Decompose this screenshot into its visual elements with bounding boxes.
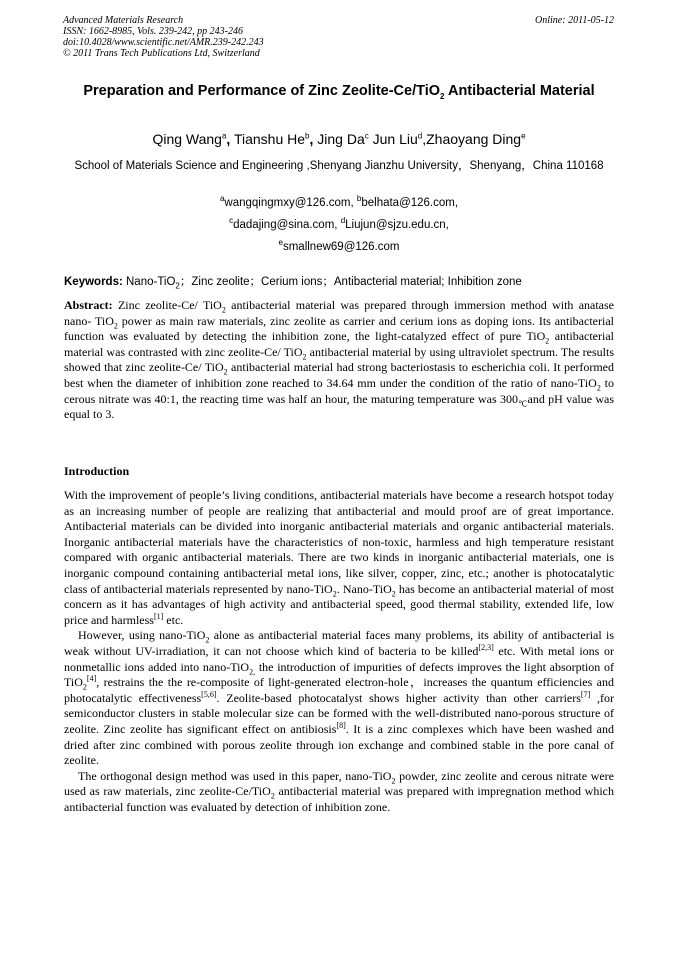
author: Tianshu He$^b$,: [233, 131, 314, 147]
keywords-label: Keywords:: [64, 276, 123, 288]
doi-line: doi:10.4028/www.scientific.net/AMR.239-242.243: [63, 37, 264, 48]
abstract-label: Abstract:: [64, 298, 113, 312]
introduction-body: [64, 488, 614, 815]
online-date: Online: 2011-05-12: [535, 15, 614, 26]
author: Jing Da$^c$: [317, 131, 369, 147]
author-list: [64, 130, 614, 148]
section-heading-introduction: Introduction: [64, 464, 130, 478]
journal-name: Advanced Materials Research: [63, 15, 184, 26]
journal-meta: [63, 15, 264, 59]
keywords: Keywords: Nano-TiO$_2$；Zinc zeolite；Cerium ions；Antibacterial material; Inhibition zone: [64, 276, 522, 291]
abstract: Abstract: Zinc zeolite-Ce/ TiO$_2$ antibacterial material was prepared through immersion method with anatase nano- TiO$_2$ power as main raw materials, zinc zeolite as carrier and cerium ions as doping ions. Its antibacterial function was evaluated by detecting the inhibition zone, the light-catalyzed effect of pure TiO$_2$ antibacterial material was contrasted with zinc zeolite-Ce/ TiO$_2$ antibacterial material by using ultraviolet spectrum. The results showed that zinc zeolite-Ce/ TiO$_2$ antibacterial material had strong bacteriostasis to escherichia coli. It performed best when the diameter of inhibition zone reached to 34.64 mm under the condition of the ratio of nano-TiO$_2$ to cerous nitrate was 40:1, the reacting time was half an hour, the maturing temperature was $300_℃and$ pH value was equal to 3.: [64, 298, 615, 422]
author: Qing Wang$^a$,: [152, 131, 231, 147]
author: Zhaoyang Ding$^e$: [426, 131, 526, 147]
author: Jun Liu$^d$,: [368, 131, 427, 147]
paragraph: With the improvement of people’s living conditions, antibacterial materials have become a research hotspot today as an increasing number of people are realizing that antibacterial and mould proof are of great importance. Antibacterial materials can be divided into inorganic antibacterial materials and organic antibacterial materials. Inorganic antibacterial materials have the characteristics of non-toxic, harmless and high temperature resistant compared with organic antibacterial materials. There are two kinds in inorganic antibacterial materials, one is inorganic compound containing antibacterial metal ions, like silver, copper, zinc, etc.; another is photocatalytic class of antibacterial materials represented by nano-TiO$_2$. Nano-TiO$_2$ has become an antibacterial material of most concern as it has advantages of high activity and antibacterial speed, good thermal stability, extended life, low price and harmless[1] etc.: [64, 488, 614, 627]
paragraph: However, using nano-TiO$_2$ alone as antibacterial material faces many problems, its ability of antibacterial is weak without UV-irradiation, it can not choose which kind of bacteria to be killed[2,3] etc. With metal ions or nonmetallic ions added into nano-TiO$_{2,}$ the introduction of impurities of defects improves the light absorption of TiO$_2$[4], restrains the the re-composite of light-generated electron-hole，increases the quantum efficiencies and photocatalytic effectiveness[5,6]. Zeolite-based photocatalyst shows higher activity than other carriers[7] ,for semiconductor clusters in stable molecular size can be formed with the well-distributed nano-porous structure of zeolite. Zinc zeolite has significant effect on antibiosis[8]. It is a zinc complexes which have been washed and dried after zinc combined with porous zeolite through ion exchange and combined stable in the pore canal of zeolite.: [64, 628, 615, 768]
email-line: $^a$wangqingmxy@126.com, $^b$belhata@126.com,: [219, 194, 459, 209]
affiliation: School of Materials Science and Engineering ,Shenyang Jianzhu University，Shenyang，China 110168: [74, 160, 604, 172]
paper-title: Preparation and Performance of Zinc Zeolite-Ce/TiO$_2$ Antibacterial Material: [83, 83, 595, 101]
paragraph: The orthogonal design method was used in this paper, nano-TiO$_2$ powder, zinc zeolite and cerous nitrate were used as raw materials, zinc zeolite-Ce/TiO$_2$ antibacterial material was prepared with impregnation method which antibacterial function was evaluated by detection of inhibition zone.: [64, 768, 615, 814]
copyright-line: © 2011 Trans Tech Publications Ltd, Switzerland: [63, 48, 260, 59]
email-line: $^e$smallnew69@126.com: [278, 238, 400, 253]
issn-line: ISSN: 1662-8985, Vols. 239-242, pp 243-246: [63, 26, 243, 37]
email-line: $^c$dadajing@sina.com, $^d$Liujun@sjzu.edu.cn,: [229, 216, 449, 231]
